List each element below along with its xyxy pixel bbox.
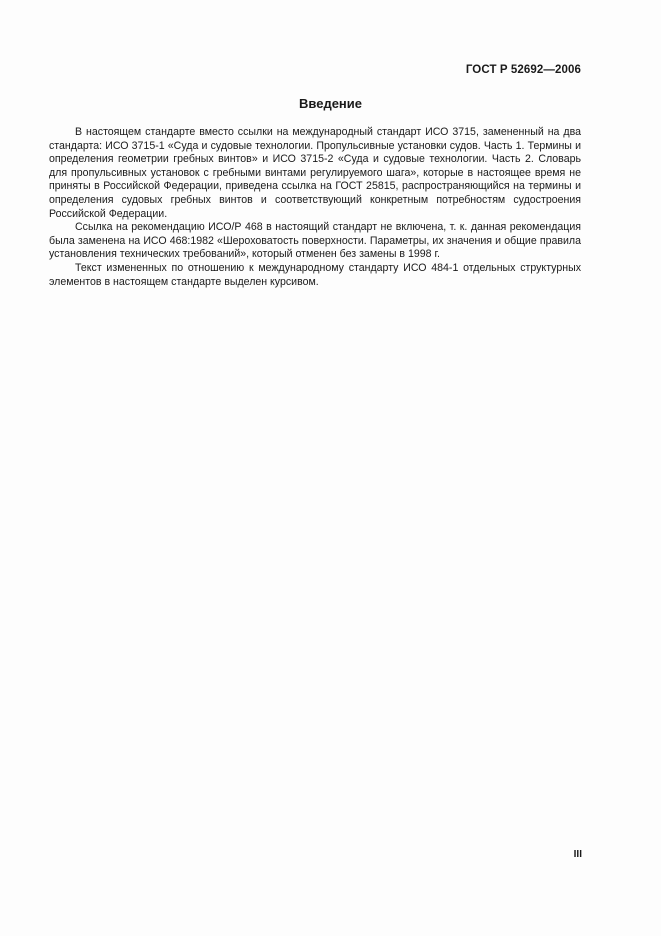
- section-title: Введение: [299, 96, 362, 111]
- document-body: [49, 126, 581, 289]
- paragraph-3: Текст измененных по отношению к международному стандарту ИСО 484-1 отдельных структурных элементов в настоящем стандарте выделен курсивом.: [49, 261, 581, 288]
- document-code: ГОСТ Р 52692—2006: [465, 64, 581, 76]
- page-number: III: [573, 849, 582, 860]
- paragraph-2: Ссылка на рекомендацию ИСО/Р 468 в настоящий стандарт не включена, т. к. данная рекомендация была заменена на ИСО 468:1982 «Шероховатость поверхности. Параметры, их значения и общие правила установления технических требований», который отменен без замены в 1998 г.: [49, 221, 581, 261]
- paragraph-1: В настоящем стандарте вместо ссылки на международный стандарт ИСО 3715, замененный на два стандарта: ИСО 3715-1 «Суда и судовые технологии. Пропульсивные установки судов. Часть 1. Термины и определения геометрии гребных винтов» и ИСО 3715-2 «Суда и судовые технологии. Часть 2. Словарь для пропульсивных установок с гребными винтами регулируемого шага», которые в настоящее время не приняты в Российской Федерации, приведена ссылка на ГОСТ 25815, распространяющийся на термины и определения судовых гребных винтов и соответствующий конкретным потребностям судостроения Российской Федерации.: [49, 126, 581, 220]
